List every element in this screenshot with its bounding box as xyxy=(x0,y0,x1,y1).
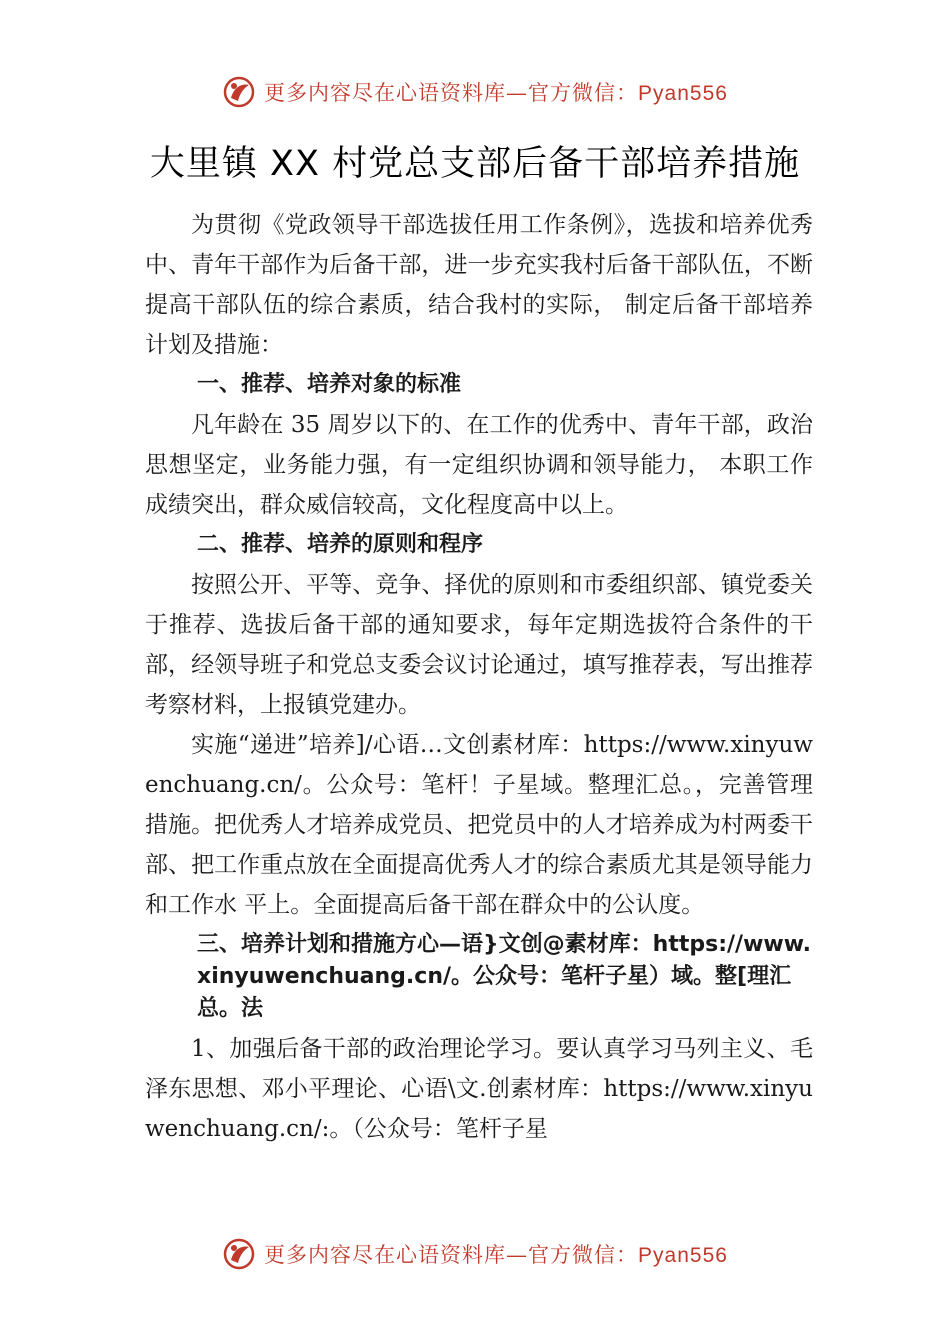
intro-paragraph: 为贯彻《党政领导干部选拔任用工作条例》，选拔和培养优秀中、青年干部作为后备干部，进一步充实我村后备干部队伍，不断提高干部队伍的综合素质，结合我村的实际， 制定后备干部培养计划及措施： xyxy=(145,212,813,358)
progressive-training-paragraph: 实施“递进”培养]/心语…文创素材库：https://www.xinyuwenchuang.cn/。公众号：笔杆！子星域。整理汇总。，完善管理措施。把优秀人才培养成党员、把党员中的人才培养成为村两委干部、把工作重点放在全面提高优秀人才的综合素质尤其是领导能力和工作水 平上。全面提高后备干部在群众中的公认度。 xyxy=(145,732,813,918)
principles-paragraph: 按照公开、平等、竞争、择优的原则和市委组织部、镇党委关于推荐、选拔后备干部的通知要求，每年定期选拔符合条件的干部，经领导班子和党总支委会议讨论通过，填写推荐表，写出推荐考察材料，上报镇党建办。 xyxy=(145,572,813,718)
document-title: 大里镇 XX 村党总支部后备干部培养措施 xyxy=(149,144,801,184)
banner-text: 更多内容尽在心语资料库—官方微信：Pyan556 xyxy=(264,81,728,105)
brand-logo-icon xyxy=(222,75,256,109)
brand-logo-icon xyxy=(222,1237,256,1271)
theory-study-paragraph: 1、加强后备干部的政治理论学习。要认真学习马列主义、毛泽东思想、邓小平理论、心语\文.创素材库：https://www.xinyuwenchuang.cn/:。（公众号：笔杆子星 xyxy=(145,1036,813,1142)
footer-watermark-banner xyxy=(0,1232,950,1276)
standards-paragraph: 凡年龄在 35 周岁以下的、在工作的优秀中、青年干部，政治思想坚定，业务能力强，有一定组织协调和领导能力， 本职工作成绩突出，群众威信较高，文化程度高中以上。 xyxy=(145,412,813,518)
document-body xyxy=(145,205,813,1149)
header-watermark-banner xyxy=(0,70,950,114)
banner-text: 更多内容尽在心语资料库—官方微信：Pyan556 xyxy=(264,1243,728,1267)
section-heading-3: 三、培养计划和措施方心—语}文创@素材库：https://www.xinyuwenchuang.cn/。公众号：笔杆子星）域。整[理汇总。法 xyxy=(197,932,811,1021)
section-heading-2: 二、推荐、培养的原则和程序 xyxy=(197,532,484,557)
section-heading-1: 一、推荐、培养对象的标准 xyxy=(197,372,462,397)
